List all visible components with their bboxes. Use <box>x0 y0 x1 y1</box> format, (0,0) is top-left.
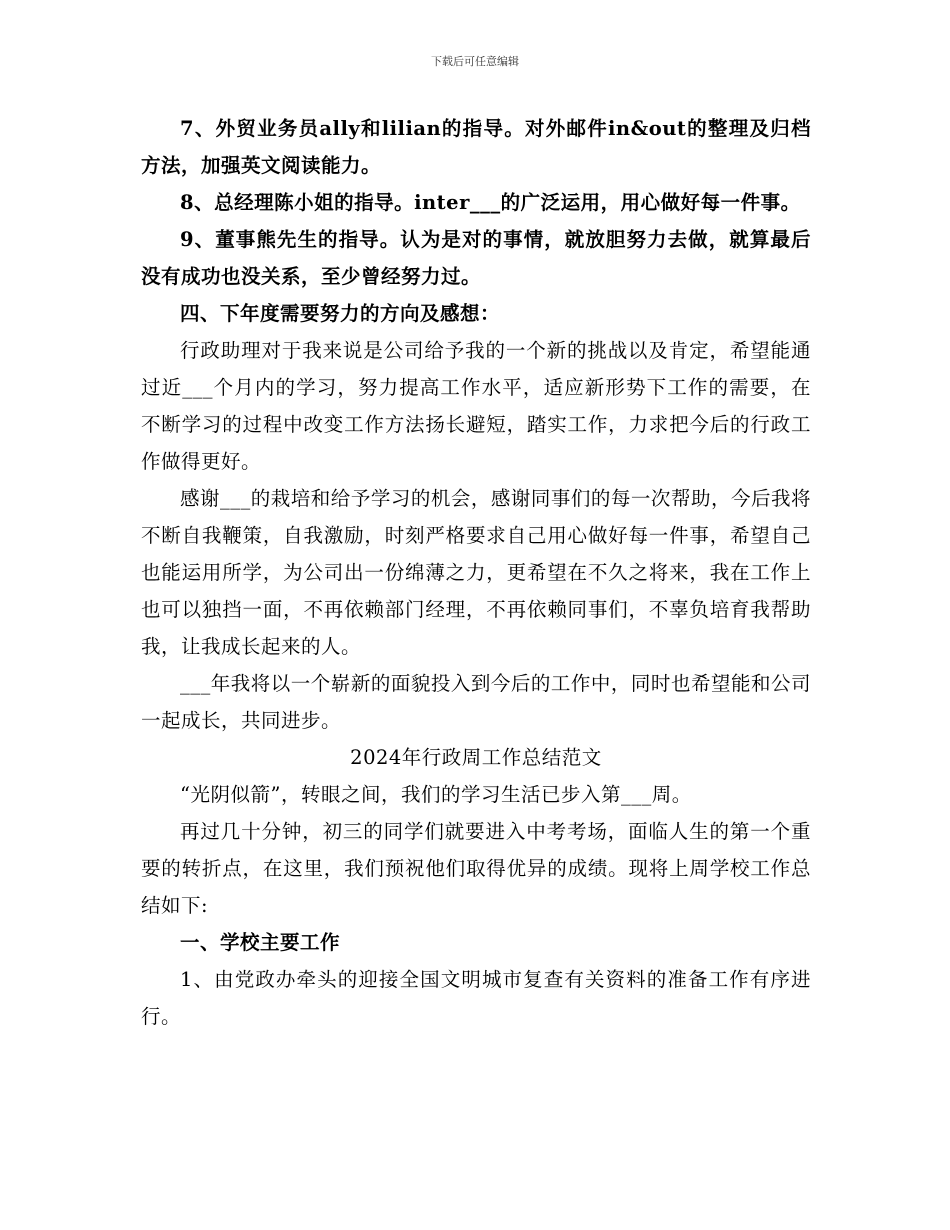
paragraph-time-flies: “光阴似箭”，转眼之间，我们的学习生活已步入第___周。 <box>180 783 692 806</box>
paragraph-thanks: 感谢___的栽培和给予学习的机会，感谢同事们的每一次帮助，今后我将不断自我鞭策，自我激励，时刻严格要求自己用心做好每一件事，希望自己也能运用所学，为公司出一份绵薄之力，更希望在不久之将来，我在工作上也可以独挡一面，不再依赖部门经理，不再依赖同事们，不辜负培育我帮助我，让我成长起来的人。 <box>141 487 811 658</box>
paragraph-item-1: 1、由党政办牵头的迎接全国文明城市复查有关资料的准备工作有序进行。 <box>141 968 811 1028</box>
document-title: 2024年行政周工作总结范文 <box>350 746 602 769</box>
paragraph-admin-assistant: 行政助理对于我来说是公司给予我的一个新的挑战以及肯定，希望能通过近___个月内的学习，努力提高工作水平，适应新形势下工作的需要，在不断学习的过程中改变工作方法扬长避短，踏实工作，力求把今后的行政工作做得更好。 <box>141 339 811 473</box>
section-heading-1: 一、学校主要工作 <box>180 931 341 954</box>
paragraph-item-9: 9、董事熊先生的指导。认为是对的事情，就放胆努力去做，就算最后没有成功也没关系，至少曾经努力过。 <box>141 228 811 288</box>
page-header: 下载后可任意编辑 <box>431 55 519 68</box>
paragraph-item-8: 8、总经理陈小姐的指导。inter___的广泛运用，用心做好每一件事。 <box>180 191 801 214</box>
paragraph-item-7: 7、外贸业务员ally和lilian的指导。对外邮件in&out的整理及归档方法，加强英文阅读能力。 <box>141 117 811 177</box>
document-body <box>141 110 811 1035</box>
paragraph-new-year: ___年我将以一个崭新的面貌投入到今后的工作中，同时也希望能和公司一起成长，共同进步。 <box>141 672 811 732</box>
paragraph-exam: 再过几十分钟，初三的同学们就要进入中考考场，面临人生的第一个重要的转折点，在这里，我们预祝他们取得优异的成绩。现将上周学校工作总结如下: <box>141 820 811 917</box>
section-heading-4: 四、下年度需要努力的方向及感想： <box>180 302 501 325</box>
